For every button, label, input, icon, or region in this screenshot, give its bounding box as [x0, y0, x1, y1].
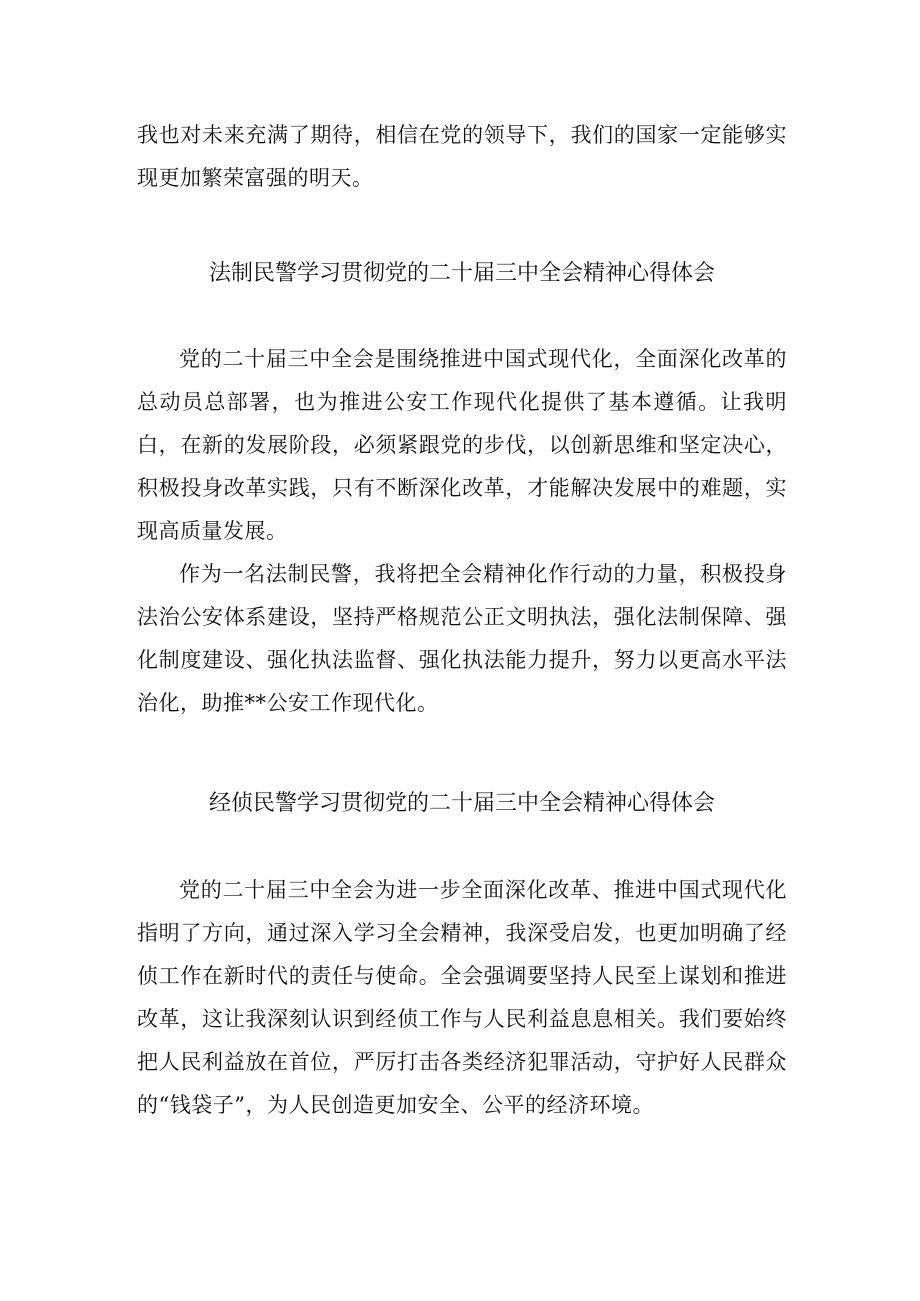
section-1-paragraph-1: 党的二十届三中全会是围绕推进中国式现代化，全面深化改革的总动员总部署，也为推进公安工作现代化提供了基本遵循。让我明白，在新的发展阶段，必须紧跟党的步伐，以创新思维和坚定决心，积极投身改革实践，只有不断深化改革，才能解决发展中的难题，实现高质量发展。: [137, 347, 787, 543]
section-1-paragraph-2: 作为一名法制民警，我将把全会精神化作行动的力量，积极投身法治公安体系建设，坚持严格规范公正文明执法，强化法制保障、强化制度建设、强化执法监督、强化执法能力提升，努力以更高水平法治化，助推**公安工作现代化。: [137, 562, 787, 715]
section-title-legal-police: 法制民警学习贯彻党的二十届三中全会精神心得体会: [208, 261, 715, 286]
intro-paragraph: 我也对未来充满了期待，相信在党的领导下，我们的国家一定能够实现更加繁荣富强的明天。: [137, 123, 787, 190]
section-2-paragraph-1: 党的二十届三中全会为进一步全面深化改革、推进中国式现代化指明了方向，通过深入学习全会精神，我深受启发，也更加明确了经侦工作在新时代的责任与使命。全会强调要坚持人民至上谋划和推进改革，这让我深刻认识到经侦工作与人民利益息息相关。我们要始终把人民利益放在首位，严厉打击各类经济犯罪活动，守护好人民群众的“钱袋子”，为人民创造更加安全、公平的经济环境。: [137, 878, 787, 1117]
section-title-economic-police: 经侦民警学习贯彻党的二十届三中全会精神心得体会: [208, 791, 715, 816]
